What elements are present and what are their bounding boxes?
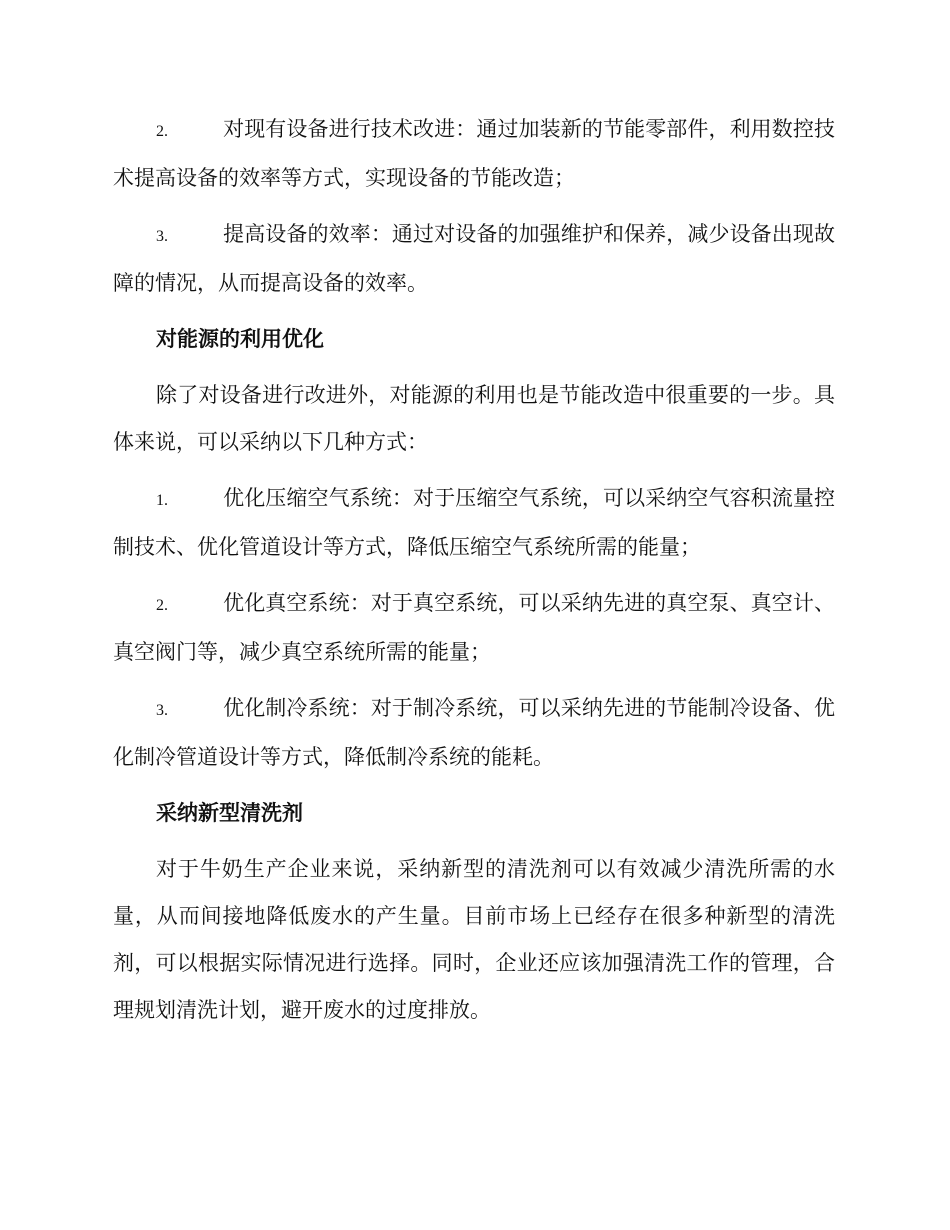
paragraph: 对于牛奶生产企业来说，采纳新型的清洗剂可以有效减少清洗所需的水量，从而间接地降低废水的产生量。目前市场上已经存在很多种新型的清洗剂，可以根据实际情况进行选择。同时，企业还应该加强清洗工作的管理，合理规划清洗计划，避开废水的过度排放。 [113,857,835,1022]
list-item-text: 优化制冷系统：对于制冷系统，可以采纳先进的节能制冷设备、优化制冷管道设计等方式，降低制冷系统的能耗。 [113,696,835,769]
section-heading: 采纳新型清洗剂 [156,801,303,825]
list-item-text: 优化压缩空气系统：对于压缩空气系统，可以采纳空气容积流量控制技术、优化管道设计等方式，降低压缩空气系统所需的能量； [113,486,835,559]
list-number: 3. [156,702,168,719]
list-item-text: 对现有设备进行技术改进：通过加装新的节能零部件，利用数控技术提高设备的效率等方式，实现设备的节能改造； [113,117,835,190]
list-number: 1. [156,492,168,509]
list-item-text: 提高设备的效率：通过对设备的加强维护和保养，减少设备出现故障的情况，从而提高设备的效率。 [113,222,835,295]
list-item [113,106,835,202]
list-item [113,580,835,676]
section-heading: 对能源的利用优化 [156,327,324,351]
document-body [113,106,835,1043]
list-item [113,475,835,571]
list-item [113,685,835,781]
list-number: 2. [156,123,168,140]
list-item [113,211,835,307]
list-item-text: 优化真空系统：对于真空系统，可以采纳先进的真空泵、真空计、真空阀门等，减少真空系统所需的能量； [113,591,835,664]
list-number: 2. [156,597,168,614]
paragraph: 除了对设备进行改进外，对能源的利用也是节能改造中很重要的一步。具体来说，可以采纳以下几种方式： [113,383,835,454]
list-number: 3. [156,228,168,245]
